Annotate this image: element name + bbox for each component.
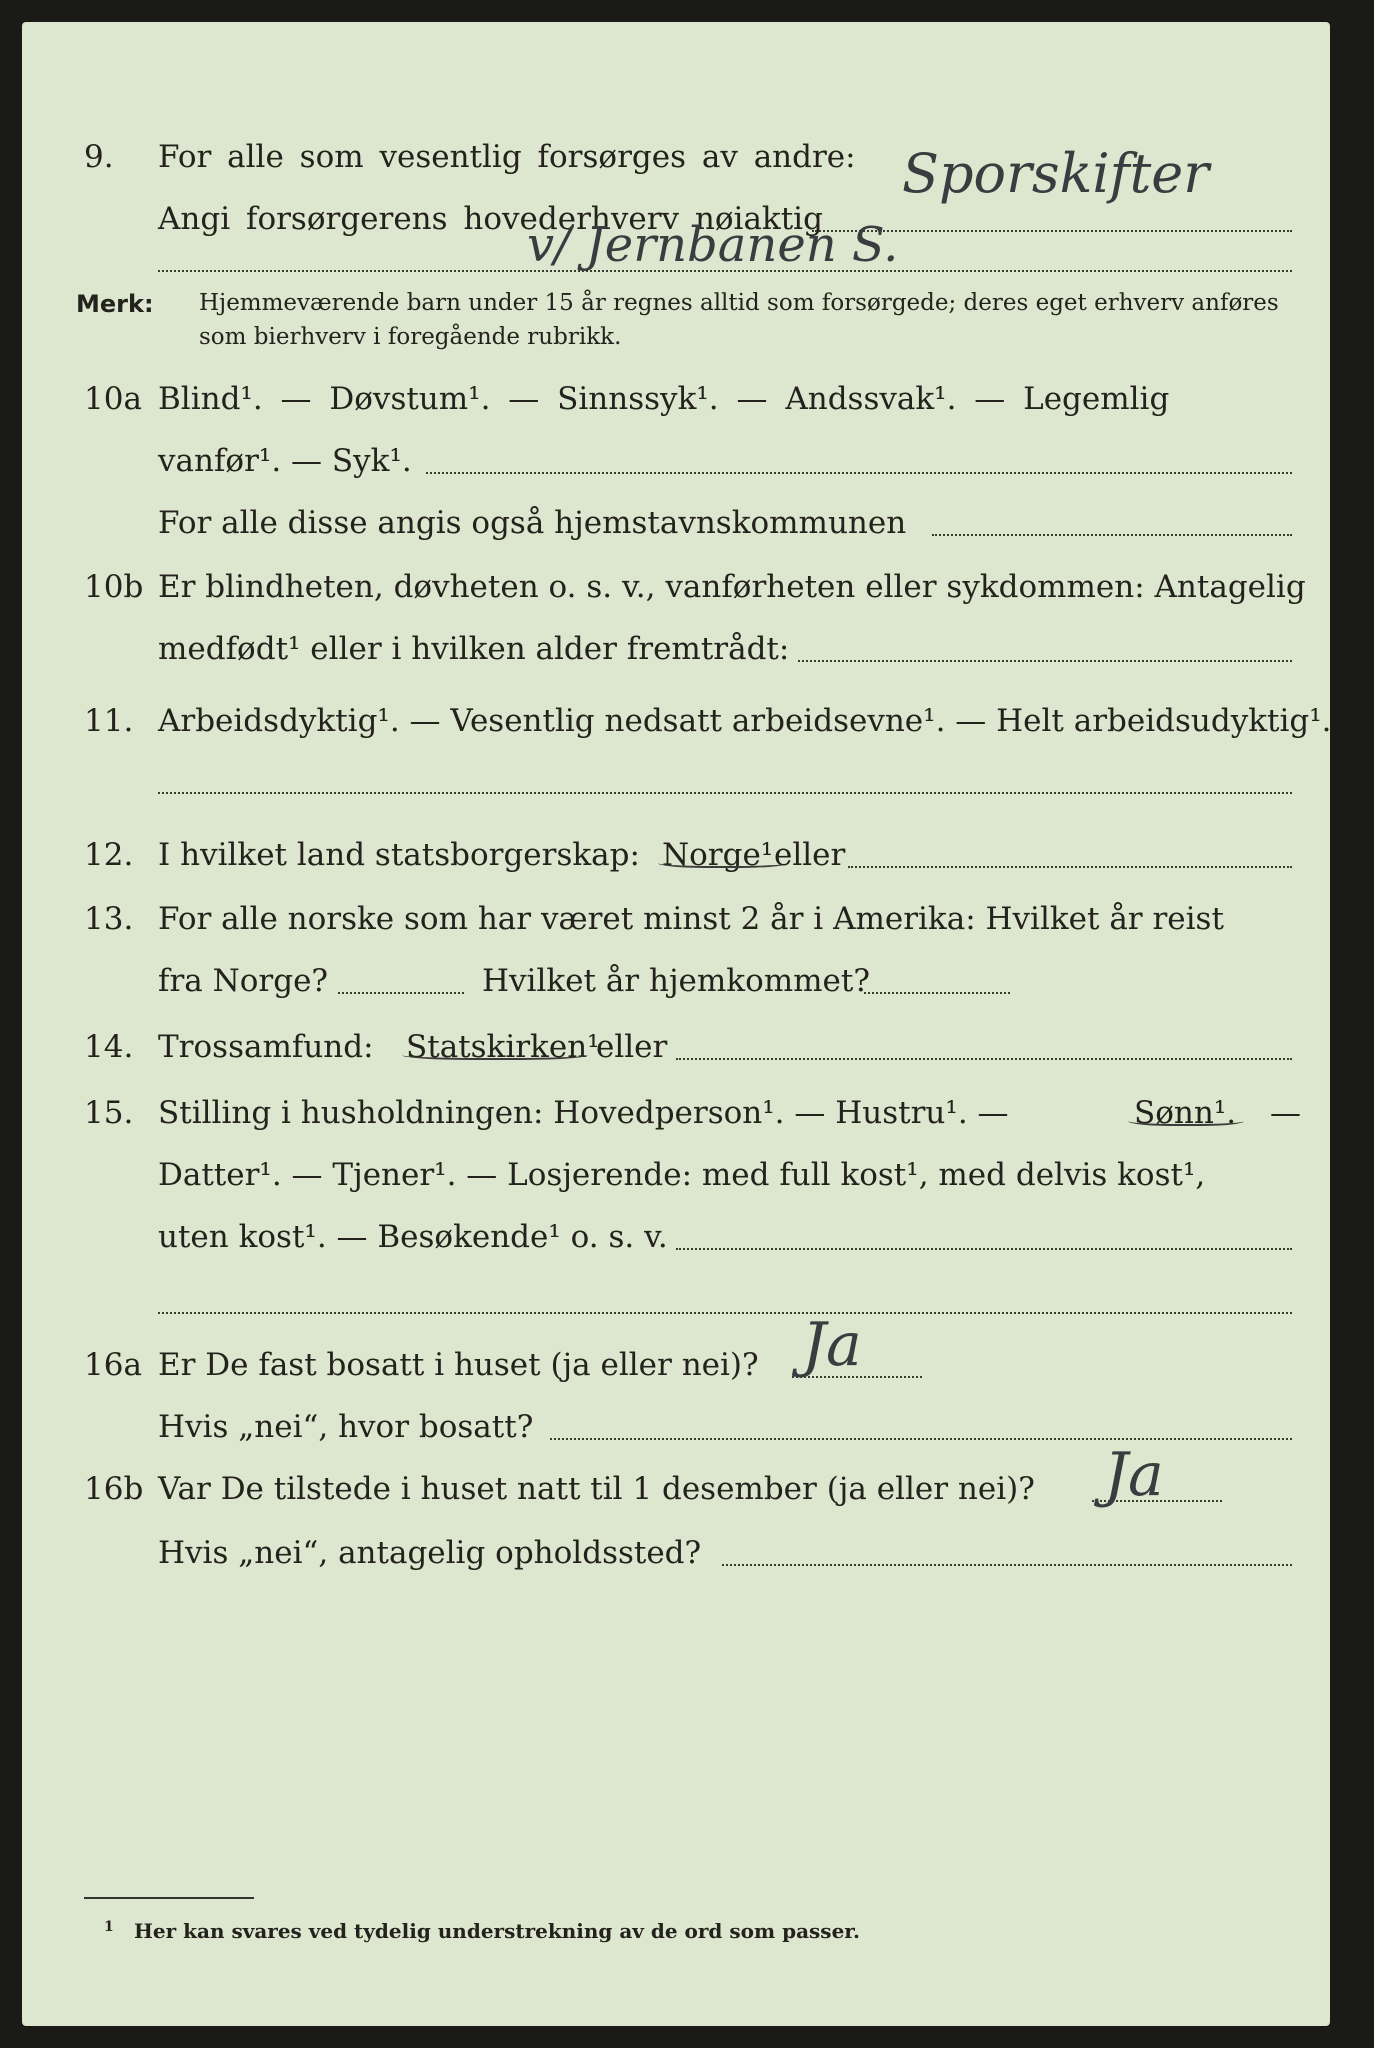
q16a-number: 16a <box>84 1347 142 1383</box>
q15-sonn-underline <box>1128 1114 1244 1126</box>
q13-row-1 <box>22 894 1330 944</box>
q10b-row-1 <box>22 562 1330 612</box>
q15-dotted-line-2[interactable] <box>158 1312 1292 1314</box>
q14-number: 14. <box>84 1029 134 1065</box>
q14-dotted-line[interactable] <box>676 1058 1292 1060</box>
q16a-handwritten-answer: Ja <box>802 1310 862 1380</box>
q11-line-1: Arbeidsdyktig¹. — Vesentlig nedsatt arbeidsevne¹. — Helt arbeidsudyktig¹. <box>158 703 1332 739</box>
q14-label: Trossamfund: <box>158 1029 374 1065</box>
q10a-row-3 <box>22 498 1330 548</box>
q11-number: 11. <box>84 703 134 739</box>
q13-number: 13. <box>84 901 134 937</box>
q11-dotted-line[interactable] <box>158 792 1292 794</box>
q15-line-2: Datter¹. — Tjener¹. — Losjerende: med full kost¹, med delvis kost¹, <box>158 1157 1206 1193</box>
q16a-line-1: Er De fast bosatt i huset (ja eller nei)? <box>158 1347 759 1383</box>
q11-row-1 <box>22 696 1330 746</box>
q16a-dotted-line-2[interactable] <box>550 1438 1292 1440</box>
q10a-line-2: vanfør¹. — Syk¹. <box>158 443 412 479</box>
q16b-line-2: Hvis „nei“, antagelig opholdssted? <box>158 1535 702 1571</box>
q10b-number: 10b <box>84 569 144 605</box>
footnote <box>104 1919 860 1943</box>
q14-eller: eller <box>596 1029 668 1065</box>
q16b-handwritten-answer: Ja <box>1104 1440 1164 1510</box>
q15-line-3: uten kost¹. — Besøkende¹ o. s. v. <box>158 1219 668 1255</box>
q10a-row-1 <box>22 374 1330 424</box>
q9-handwritten-answer-1: Sporskifter <box>902 142 1210 205</box>
q15-line-1a: Stilling i husholdningen: Hovedperson¹. — Hustru¹. — <box>158 1095 1009 1131</box>
q9-line-1: For alle som vesentlig forsørges av andre: <box>158 139 856 175</box>
q10a-dotted-line-1[interactable] <box>426 472 1292 474</box>
q13-line-2b: Hvilket år hjemkommet? <box>482 963 870 999</box>
q10b-dotted-line[interactable] <box>798 660 1292 662</box>
q9-line-2: Angi forsørgerens hovederhverv nøiaktig <box>158 201 823 237</box>
q9-handwritten-answer-2: v/ Jernbanen S. <box>527 217 899 273</box>
q13-dotted-line-2[interactable] <box>864 992 1010 994</box>
q15-dotted-line-1[interactable] <box>676 1248 1292 1250</box>
q12-option-norge[interactable]: Norge¹ <box>662 837 774 873</box>
q12-number: 12. <box>84 837 134 873</box>
q16a-row-1 <box>22 1340 1330 1390</box>
q15-row-1 <box>22 1088 1330 1138</box>
footnote-text: Her kan svares ved tydelig understrekning av de ord som passer. <box>134 1919 860 1943</box>
q15-row-2 <box>22 1150 1330 1200</box>
q10a-row-2 <box>22 436 1330 486</box>
q12-dotted-line[interactable] <box>848 866 1292 868</box>
q10b-line-2: medfødt¹ eller i hvilken alder fremtrådt: <box>158 631 790 667</box>
merk-label: Merk: <box>76 290 154 318</box>
q10a-line-3: For alle disse angis også hjemstavnskommunen <box>158 505 907 541</box>
q14-statskirken-underline <box>402 1048 588 1060</box>
q10a-dotted-line-2[interactable] <box>932 534 1292 536</box>
q16b-number: 16b <box>84 1471 144 1507</box>
q15-dash: — <box>1270 1095 1301 1131</box>
q14-row-1 <box>22 1022 1330 1072</box>
q12-norge-underline <box>658 856 788 868</box>
q10a-number: 10a <box>84 381 142 417</box>
q10b-row-2 <box>22 624 1330 674</box>
q13-line-2a: fra Norge? <box>158 963 329 999</box>
q16b-row-2 <box>22 1528 1330 1578</box>
q15-option-sonn[interactable]: Sønn¹. <box>1134 1095 1237 1131</box>
census-form-page <box>22 22 1330 2026</box>
footnote-rule <box>84 1897 254 1899</box>
q9-dotted-line-2[interactable] <box>158 270 1292 272</box>
merk-note: Hjemmeværende barn under 15 år regnes alltid som forsørgede; deres eget erhverv anføres som bierhverv i foregående rubrikk. <box>199 290 1279 350</box>
q16b-dotted-line-2[interactable] <box>722 1564 1292 1566</box>
q10b-line-1: Er blindheten, døvheten o. s. v., vanførheten eller sykdommen: Antagelig <box>158 569 1306 605</box>
q13-row-2 <box>22 956 1330 1006</box>
footnote-mark: 1 <box>104 1919 114 1935</box>
q13-line-1: For alle norske som har været minst 2 år i Amerika: Hvilket år reist <box>158 901 1224 937</box>
q14-option-statskirken[interactable]: Statskirken¹ <box>406 1029 600 1065</box>
q12-row-1 <box>22 830 1330 880</box>
q13-dotted-line-1[interactable] <box>338 992 464 994</box>
q16b-line-1: Var De tilstede i huset natt til 1 desember (ja eller nei)? <box>158 1471 1035 1507</box>
q15-number: 15. <box>84 1095 134 1131</box>
q12-label: I hvilket land statsborgerskap: <box>158 837 640 873</box>
q9-number: 9. <box>84 139 114 175</box>
q10a-line-1: Blind¹. — Døvstum¹. — Sinnssyk¹. — Andssvak¹. — Legemlig <box>158 381 1170 417</box>
q16a-line-2: Hvis „nei“, hvor bosatt? <box>158 1409 534 1445</box>
q15-row-3 <box>22 1212 1330 1262</box>
q12-eller: eller <box>774 837 846 873</box>
